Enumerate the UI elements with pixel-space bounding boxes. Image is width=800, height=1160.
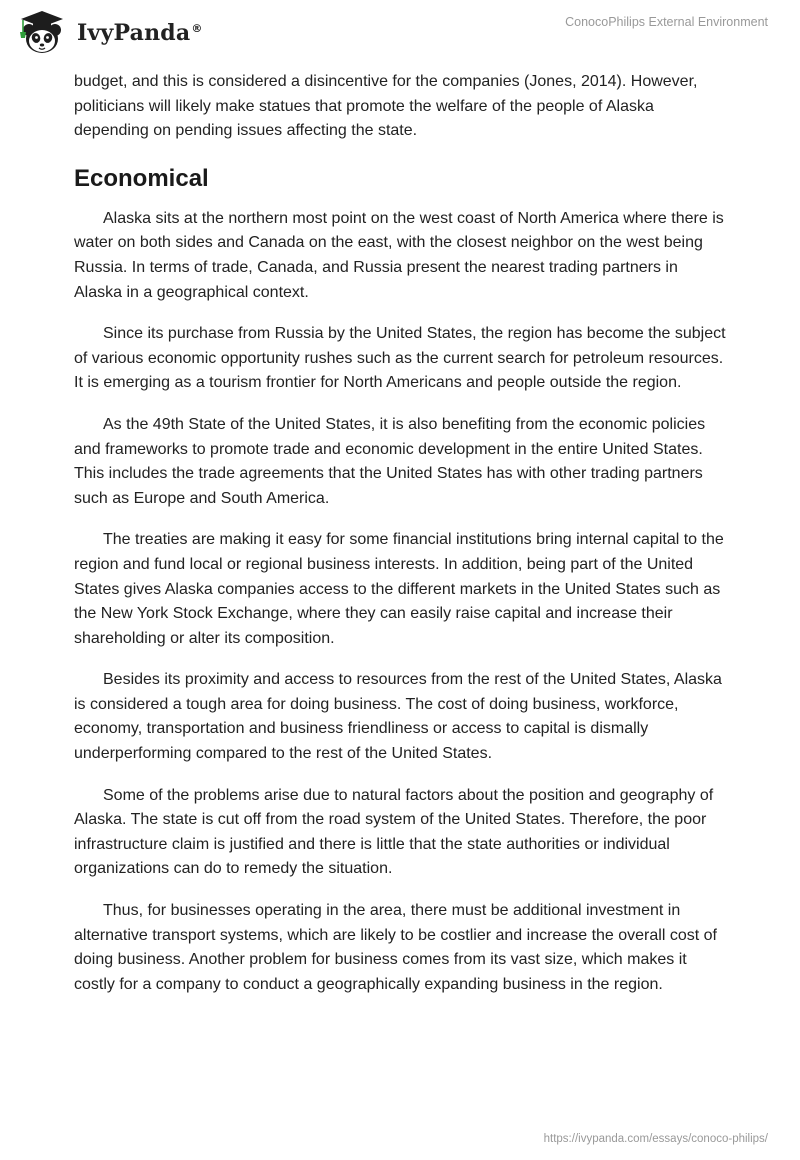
page-header	[0, 0, 800, 60]
panda-graduate-icon	[15, 8, 73, 56]
section-heading: Economical	[74, 164, 209, 192]
essay-content	[74, 70, 728, 1014]
body-paragraph: Besides its proximity and access to resources from the rest of the United States, Alaska is considered a tough area for doing business. The cost of doing business, workforce, economy, transportation and business friendliness or access to capital is dismally underperforming compared to the rest of the United States.	[74, 671, 722, 763]
logo-wordmark: IvyPanda®	[77, 20, 203, 46]
document-title: ConocoPhilips External Environment	[565, 15, 768, 29]
body-paragraph: Alaska sits at the northern most point on the west coast of North America where there is water on both sides and Canada on the east, with the closest neighbor on the west being Russia. In terms of trade, Canada, and Russia present the nearest trading partners in Alaska in a geographical context.	[74, 209, 724, 301]
body-paragraph: As the 49th State of the United States, it is also benefiting from the economic policies and frameworks to promote trade and economic development in the entire United States. This includes the trade agreements that the United States has with other trading partners such as Europe and South America.	[74, 415, 706, 507]
intro-paragraph: budget, and this is considered a disincentive for the companies (Jones, 2014). However, politicians will likely make statues that promote the welfare of the people of Alaska depending on pending issues affecting the state.	[74, 73, 698, 140]
ivypanda-logo[interactable]	[15, 8, 203, 56]
body-paragraph: Thus, for businesses operating in the area, there must be additional investment in alternative transport systems, which are likely to be costlier and increase the overall cost of doing business. Another problem for business comes from its vast size, which makes it costly for a company to conduct a geographically expanding business in the region.	[74, 902, 717, 993]
source-url[interactable]: https://ivypanda.com/essays/conoco-philips/	[543, 1133, 768, 1145]
body-paragraph: The treaties are making it easy for some financial institutions bring internal capital to the region and fund local or regional business interests. In addition, being part of the United States gives Alaska companies access to the different markets in the United States such as the New York Stock Exchange, where they can easily raise capital and increase their shareholding or alter its composition.	[74, 531, 724, 647]
body-paragraph: Since its purchase from Russia by the United States, the region has become the subject of various economic opportunity rushes such as the current search for petroleum resources. It is emerging as a tourism frontier for North Americans and people outside the region.	[74, 325, 726, 392]
body-paragraph: Some of the problems arise due to natural factors about the position and geography of Alaska. The state is cut off from the road system of the United States. Therefore, the poor infrastructure claim is justified and there is little that the state authorities or individual organizations can do to remedy the situation.	[74, 786, 714, 878]
